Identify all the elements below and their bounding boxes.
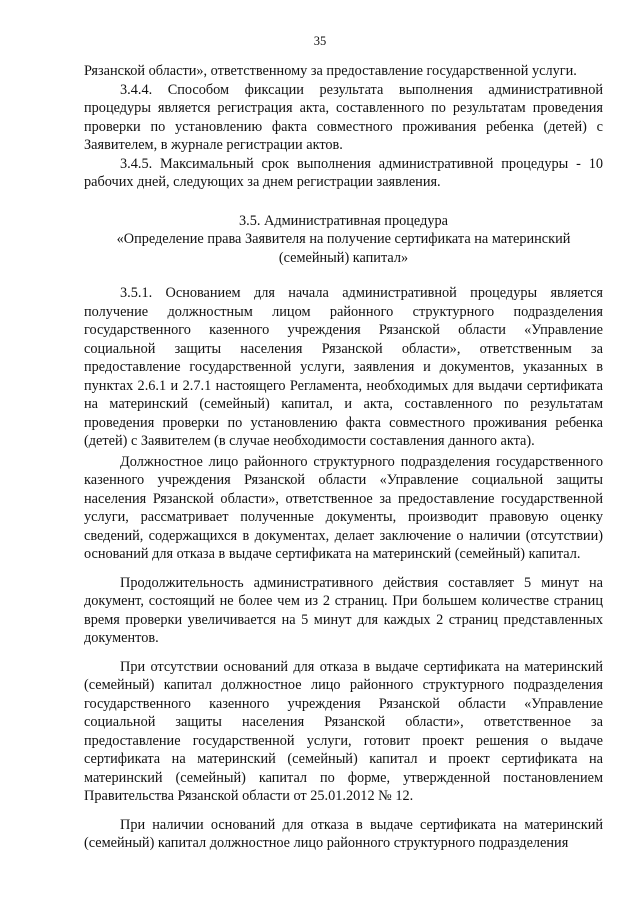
- paragraph-grounds-refusal: При наличии оснований для отказа в выдаче сертификата на материнский (семейный) капитал должностное лицо районного структурного подразделения: [84, 816, 603, 851]
- section-heading-line-1: 3.5. Административная процедура: [239, 212, 448, 229]
- section-heading-line-3: (семейный) капитал»: [278, 249, 409, 266]
- paragraph-continuation: Рязанской области», ответственному за предоставление государственной услуги.: [84, 63, 577, 79]
- paragraph-official-review: Должностное лицо районного структурного подразделения государственного казенного учреждения Рязанской области «Управление социальной защиты населения Рязанской области», ответственное за предоставление государственной услуги, рассматривает полученные документы, производит правовую оценку сведений, содержащихся в документах, делает заключение о наличии (отсутствии) оснований для отказа в выдаче сертификата на материнский (семейный) капитал.: [84, 453, 603, 562]
- document-body: [84, 62, 603, 853]
- paragraph-duration: Продолжительность административного действия составляет 5 минут на документ, состоящий не более чем из 2 страниц. При большем количестве страниц время проверки увеличивается на 5 минут для каждых 2 страниц представленных документов.: [84, 574, 603, 646]
- paragraph-3-4-5: 3.4.5. Максимальный срок выполнения административной процедуры - 10 рабочих дней, следующих за днем регистрации заявления.: [84, 155, 603, 190]
- page-number: 35: [313, 34, 327, 48]
- section-heading: [84, 212, 603, 268]
- paragraph-3-5-1: 3.5.1. Основанием для начала административной процедуры является получение должностным лицом районного структурного подразделения государственного казенного учреждения Рязанской области «Управление социальной защиты населения Рязанской области», ответственным за предоставление государственной услуги, заявления и документов, указанных в пунктах 2.6.1 и 2.7.1 настоящего Регламента, необходимых для выдачи сертификата на материнский (семейный) капитал, и акта, составленного по результатам проведения проверки по установлению факта совместного проживания ребенка (детей) с Заявителем (в случае необходимости составления данного акта).: [84, 285, 603, 449]
- paragraph-3-4-4: 3.4.4. Способом фиксации результата выполнения административной процедуры является регистрация акта, составленного по результатам проведения проверки по установлению факта совместного проживания ребенка (детей) с Заявителем, в журнале регистрации актов.: [84, 81, 603, 153]
- paragraph-no-grounds: При отсутствии оснований для отказа в выдаче сертификата на материнский (семейный) капитал должностное лицо районного структурного подразделения государственного казенного учреждения Рязанской области «Управление социальной защиты населения Рязанской области», ответственное за предоставление государственной услуги, готовит проект решения о выдаче сертификата на материнский (семейный) капитал и проект сертификата на материнский (семейный) капитал по форме, утвержденной постановлением Правительства Рязанской области от 25.01.2012 № 12.: [84, 658, 603, 804]
- section-heading-line-2: «Определение права Заявителя на получение сертификата на материнский: [116, 231, 571, 247]
